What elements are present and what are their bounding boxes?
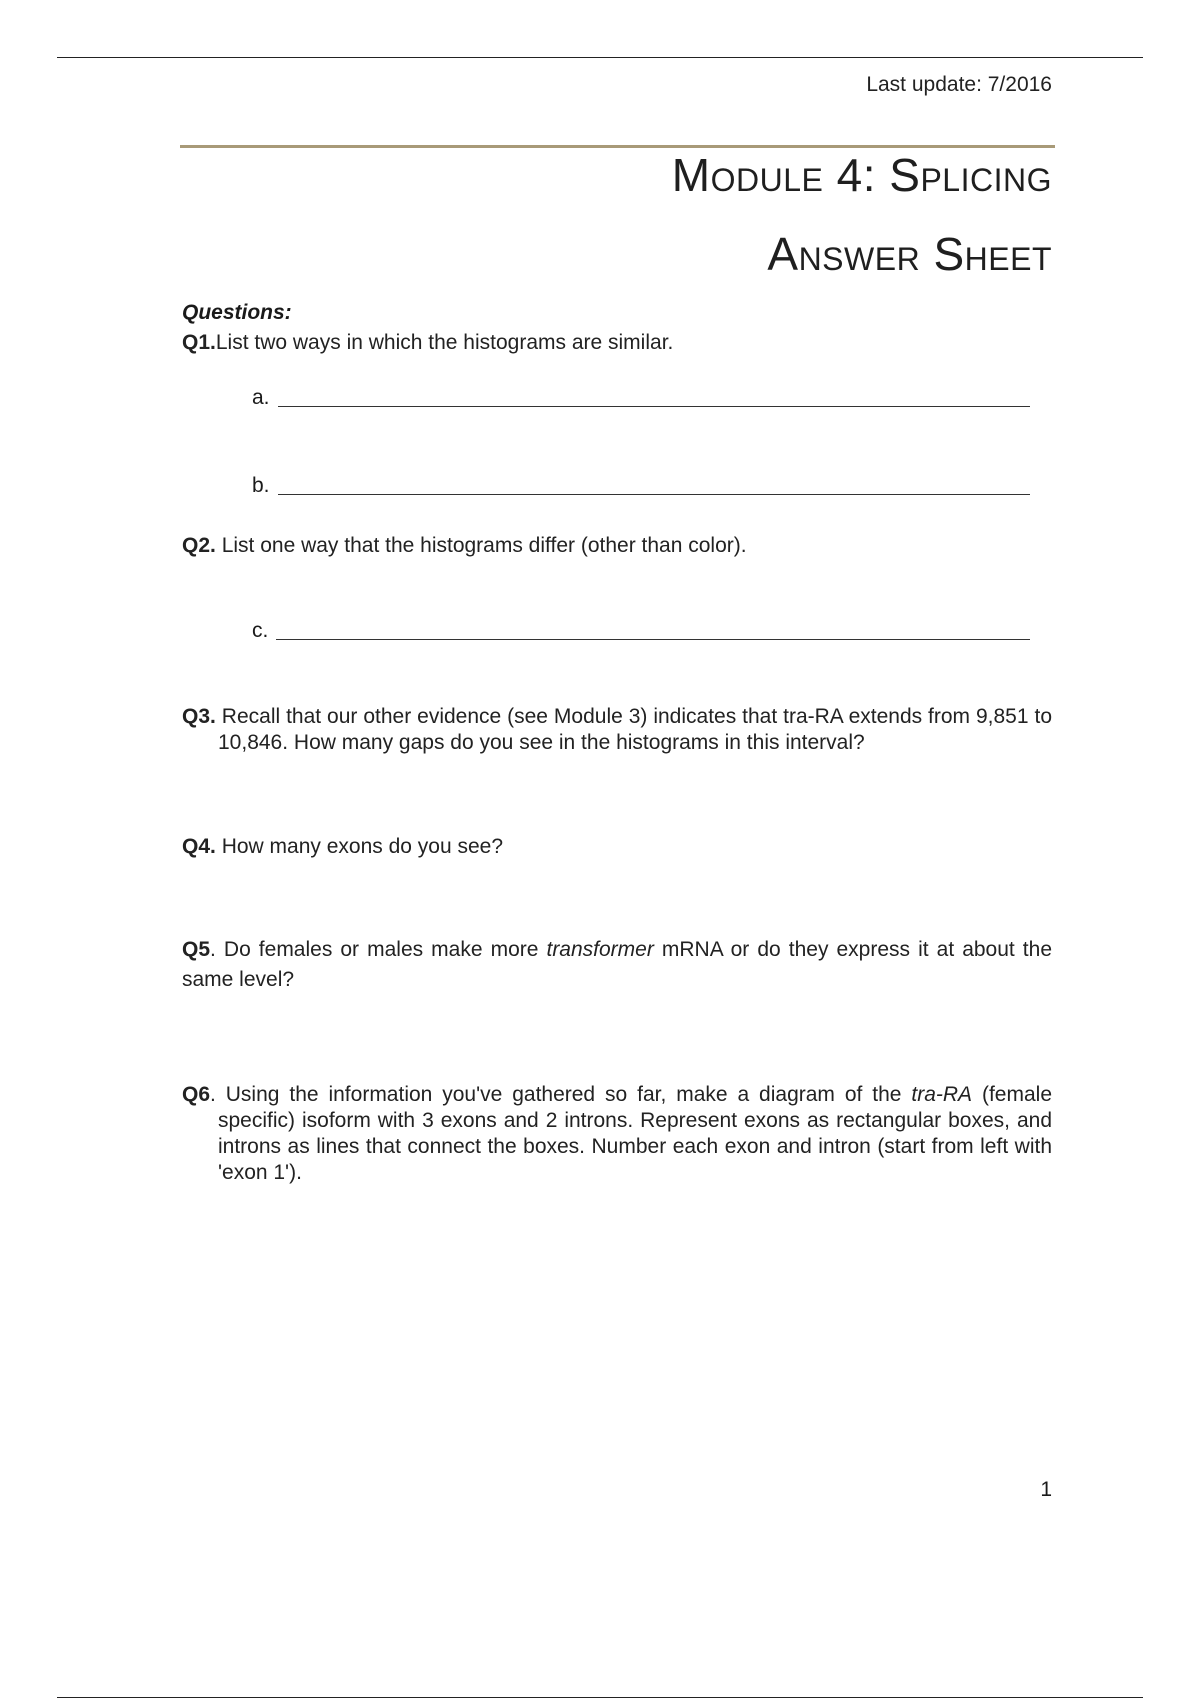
page-number: 1 xyxy=(1040,1478,1052,1501)
document-subtitle: Answer Sheet xyxy=(767,228,1052,280)
question-2-text: List one way that the histograms differ (other than color). xyxy=(215,534,747,557)
question-5-text-before: . Do females or males make more xyxy=(210,938,547,961)
last-update: Last update: 7/2016 xyxy=(866,73,1052,96)
question-6-label: Q6 xyxy=(182,1083,211,1106)
answer-blank-c[interactable] xyxy=(252,619,1030,643)
question-1-text: List two ways in which the histograms are similar. xyxy=(215,331,674,354)
question-5-text-italic: transformer xyxy=(546,938,654,961)
question-5-text-after: mRNA or do they express it at about the same level? xyxy=(182,938,1052,991)
answer-line-a[interactable] xyxy=(278,386,1030,407)
question-4 xyxy=(182,834,1052,860)
answer-line-b[interactable] xyxy=(278,474,1030,495)
question-3-label: Q3. xyxy=(182,705,216,728)
question-4-text: How many exons do you see? xyxy=(215,835,504,858)
question-6-text-before: . Using the information you've gathered so far, make a diagram of the xyxy=(210,1083,912,1106)
answer-blank-c-label: c. xyxy=(252,619,269,642)
document-title: Module 4: Splicing xyxy=(671,149,1052,201)
question-6-text-after: (female specific) isoform with 3 exons and 2 introns. Represent exons as rectangular boxes, and introns as lines that connect the boxes. Number each exon and intron (start from left with 'exon 1'). xyxy=(218,1083,1052,1184)
page-top-rule xyxy=(57,57,1143,58)
answer-blank-a-label: a. xyxy=(252,386,270,409)
answer-blank-b-label: b. xyxy=(252,474,270,497)
question-2 xyxy=(182,533,1052,559)
question-3-text: Recall that our other evidence (see Module 3) indicates that tra-RA extends from 9,851 to 10,846. How many gaps do you see in the histograms in this interval? xyxy=(215,705,1052,754)
answer-blank-b[interactable] xyxy=(252,474,1030,498)
questions-heading: Questions: xyxy=(182,301,292,324)
question-6-text-italic: tra-RA xyxy=(911,1083,973,1106)
question-1-label: Q1. xyxy=(182,331,216,354)
page-bottom-rule xyxy=(57,1697,1143,1698)
answer-blank-a[interactable] xyxy=(252,386,1030,410)
question-3 xyxy=(182,704,1052,756)
answer-line-c[interactable] xyxy=(276,619,1030,640)
question-2-label: Q2. xyxy=(182,534,216,557)
question-4-label: Q4. xyxy=(182,835,216,858)
question-1 xyxy=(182,330,1052,356)
question-6 xyxy=(182,1082,1052,1186)
question-5 xyxy=(182,935,1052,995)
question-5-label: Q5 xyxy=(182,938,211,961)
